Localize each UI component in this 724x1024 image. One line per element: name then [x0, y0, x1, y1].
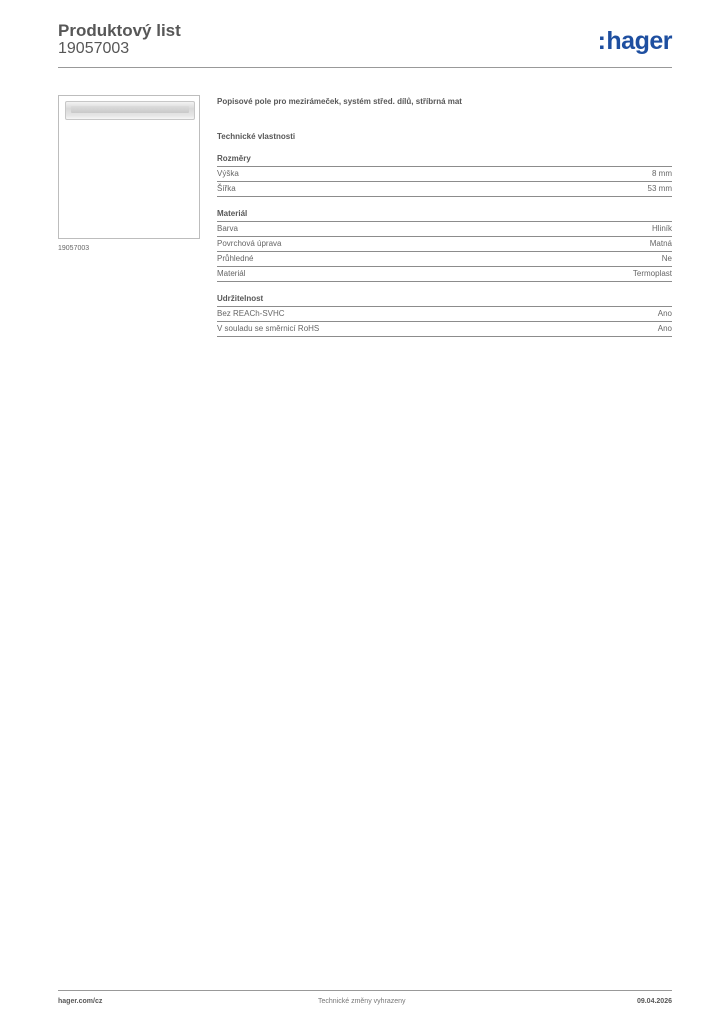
- section-title: Materiál: [217, 208, 672, 222]
- property-value: 53 mm: [647, 184, 672, 193]
- section-dimensions: [217, 153, 672, 197]
- product-image: [58, 95, 200, 239]
- property-row: [217, 307, 672, 322]
- product-description: Popisové pole pro mezirámeček, systém střed. dílů, stříbrná mat: [217, 97, 462, 106]
- property-label: Materiál: [217, 269, 246, 278]
- image-caption: 19057003: [58, 245, 90, 252]
- property-value: Hliník: [651, 224, 672, 233]
- property-label: Šířka: [217, 184, 236, 193]
- property-label: Průhledné: [217, 254, 254, 263]
- section-title: Rozměry: [217, 153, 672, 167]
- property-label: Bez REACh-SVHC: [217, 309, 285, 318]
- property-row: [217, 322, 672, 337]
- footer-divider: [58, 990, 672, 991]
- product-number: 19057003: [58, 40, 130, 57]
- product-label-field-picture: [65, 101, 195, 120]
- main-content: [217, 96, 672, 337]
- property-row: [217, 252, 672, 267]
- footer-website: hager.com/cz: [58, 998, 103, 1005]
- header-divider: [58, 67, 672, 68]
- footer-note: Technické změny vyhrazeny: [318, 998, 406, 1005]
- property-value: Ne: [661, 254, 672, 263]
- page-title: Produktový list: [58, 21, 181, 40]
- property-label: V souladu se směrnicí RoHS: [217, 324, 320, 333]
- property-row: [217, 182, 672, 197]
- logo-text: hager: [606, 27, 672, 55]
- property-label: Barva: [217, 224, 238, 233]
- property-value: Matná: [649, 239, 672, 248]
- property-value: Ano: [657, 324, 672, 333]
- hager-logo: :hager: [597, 27, 672, 55]
- section-sustainability: [217, 293, 672, 337]
- property-label: Povrchová úprava: [217, 239, 282, 248]
- property-label: Výška: [217, 169, 239, 178]
- footer-date: 09.04.2026: [636, 998, 672, 1005]
- section-title: Udržitelnost: [217, 293, 672, 307]
- property-row: [217, 237, 672, 252]
- property-row: [217, 167, 672, 182]
- property-value: Termoplast: [632, 269, 672, 278]
- property-row: [217, 267, 672, 282]
- technical-properties-heading: Technické vlastnosti: [217, 132, 296, 141]
- section-material: [217, 208, 672, 282]
- property-value: 8 mm: [652, 169, 672, 178]
- property-row: [217, 222, 672, 237]
- property-value: Ano: [657, 309, 672, 318]
